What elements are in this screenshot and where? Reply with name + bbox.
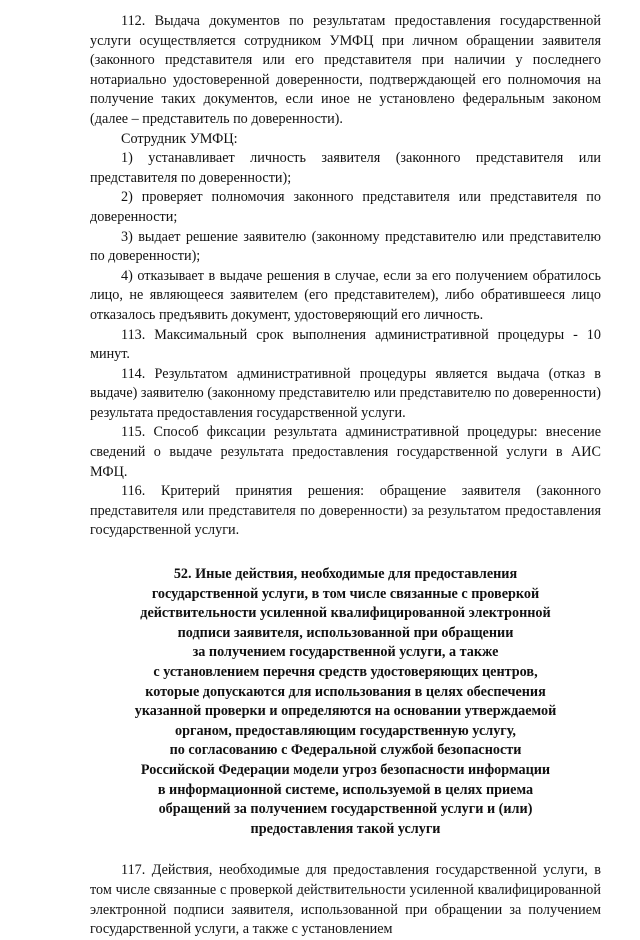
paragraph-umfc-employee: Сотрудник УМФЦ: xyxy=(121,130,238,147)
heading-line: по согласованию с Федеральной службой безопасности xyxy=(169,742,522,759)
paragraph-114: 114. Результатом административной процедуры является выдача (отказ в выдаче) заявителю (законному представителю или представителю по доверенности) результата предоставления государственной услуги. xyxy=(90,365,601,421)
section-52-heading xyxy=(90,565,601,839)
paragraph-112: 112. Выдача документов по результатам предоставления государственной услуги осуществляется сотрудником УМФЦ при личном обращении заявителя (законного представителя или его представителя при наличии у последнего нотариально удостоверенной доверенности, подтверждающей его полномочия на получение таких документов, если иное не установлено федеральным законом (далее – представитель по доверенности). xyxy=(90,13,601,127)
heading-line: государственной услуги, в том числе связанные с проверкой xyxy=(151,585,540,602)
heading-line: действительности усиленной квалифицированной электронной xyxy=(140,605,551,622)
list-item-2: 2) проверяет полномочия законного представителя или представителя по доверенности; xyxy=(90,189,601,225)
heading-line: предоставления такой услуги xyxy=(250,820,441,837)
heading-line: органом, предоставляющим государственную услугу, xyxy=(175,722,516,739)
heading-line: Российской Федерации модели угроз безопасности информации xyxy=(140,761,551,778)
heading-line: которые допускаются для использования в целях обеспечения xyxy=(145,683,546,700)
list-item-3: 3) выдает решение заявителю (законному представителю или представителю по доверенности); xyxy=(90,228,601,265)
document-page xyxy=(90,12,601,940)
paragraph-115: 115. Способ фиксации результата административной процедуры: внесение сведений о выдаче результата предоставления государственной услуги в АИС МФЦ. xyxy=(90,424,601,480)
paragraph-113: 113. Максимальный срок выполнения административной процедуры - 10 минут. xyxy=(90,326,601,363)
heading-line: 52. Иные действия, необходимые для предоставления xyxy=(173,566,518,583)
heading-line: указанной проверки и определяются на основании утверждаемой xyxy=(134,703,557,720)
list-item-4: 4) отказывает в выдаче решения в случае, если за его получением обратилось лицо, не являющееся заявителем (его представителем), либо обратившееся лицо отказалось предъявить документ, удостоверяющий его личность. xyxy=(90,267,601,323)
list-item-1: 1) устанавливает личность заявителя (законного представителя или представителя по доверенности); xyxy=(90,150,601,186)
heading-line: подписи заявителя, использованной при обращении xyxy=(177,624,514,641)
paragraph-116: 116. Критерий принятия решения: обращение заявителя (законного представителя или представителя по доверенности) за результатом предоставления государственной услуги. xyxy=(90,483,601,539)
paragraph-117: 117. Действия, необходимые для предоставления государственной услуги, в том числе связанные с проверкой действительности усиленной квалифицированной электронной подписи заявителя, использованной при обращении за получением государственной услуги, а также с установлением xyxy=(90,862,601,938)
heading-line: в информационной системе, используемой в целях приема xyxy=(157,781,534,798)
heading-line: за получением государственной услуги, а также xyxy=(192,644,499,661)
heading-line: обращений за получением государственной услуги и (или) xyxy=(158,801,533,818)
heading-line: с установлением перечня средств удостоверяющих центров, xyxy=(153,664,538,680)
